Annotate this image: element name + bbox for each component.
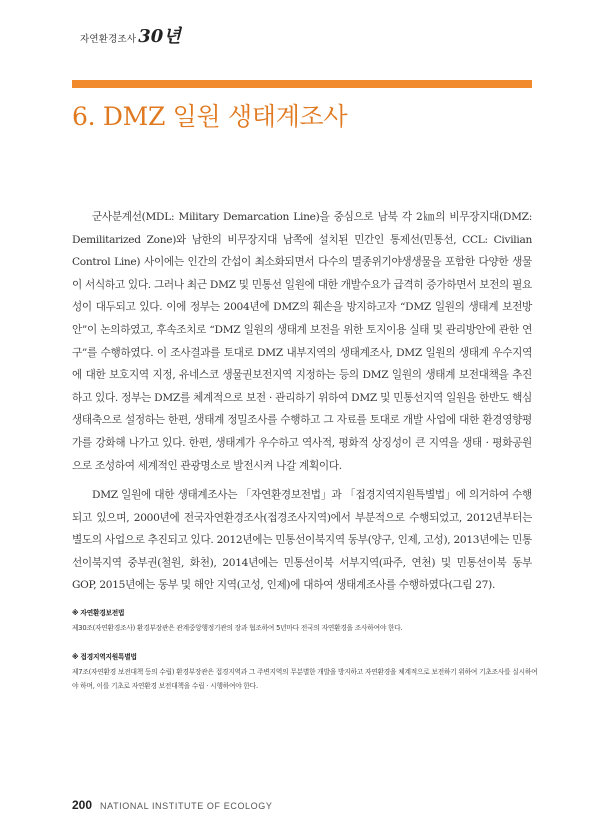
footnote-title: ※ 자연환경보전법 <box>72 609 125 617</box>
running-header <box>80 28 181 46</box>
footnote-nature-conservation-act <box>72 606 542 635</box>
footnote-body: 제30조(자연환경조사) 환경부장관은 관계중앙행정기관의 장과 협조하여 5년마다 전국의 자연환경을 조사하여야 한다. <box>72 623 403 632</box>
footnote-border-area-act <box>72 650 542 694</box>
body-paragraph-2: DMZ 일원에 대한 생태계조사는 「자연환경보전법」과 「접경지역지원특별법」에 의거하여 수행되고 있으며, 2000년에 전국자연환경조사(접경조사지역)에서 부분적으로 수행되었고, 2012년부터는 별도의 사업으로 추진되고 있다. 2012년에는 민통선이북지역 동부(양구, 인제, 고성), 2013년에는 민통선이북지역 중부권(철원, 화천), 2014년에는 민통선이북 서부지역(파주, 연천) 및 민통선이북 동부 GOP, 2015년에는 동부 및 해안 지역(고성, 인제)에 대하여 생태계조사를 수행하였다(그림 27). <box>72 489 532 592</box>
footnote-body: 제7조(자연환경 보전대책 등의 수립) 환경부장관은 접경지역과 그 주변지역의 무분별한 개발을 방지하고 자연환경을 체계적으로 보전하기 위하여 기초조사를 실시하여야 하며, 이를 기초로 자연환경 보전대책을 수립 · 시행하여야 한다. <box>72 667 538 690</box>
thirty-years-emblem: 30년 <box>138 26 181 47</box>
section-title: 6. DMZ 일원 생태계조사 <box>72 102 348 131</box>
page-number: 200 <box>72 798 93 812</box>
header-label: 자연환경조사 <box>80 34 137 45</box>
footnote-title: ※ 접경지역지원특별법 <box>72 653 137 661</box>
institute-name: NATIONAL INSTITUTE OF ECOLOGY <box>100 801 273 811</box>
body-paragraph-1: 군사분계선(MDL: Military Demarcation Line)을 중심으로 남북 각 2㎞의 비무장지대(DMZ: Demilitarized Zone)와 남한의 비무장지대 남쪽에 설치된 민간인 통제선(민통선, CCL: Civilian Control Line) 사이에는 인간의 간섭이 최소화되면서 다수의 멸종위기야생생물을 포함한 다양한 생물이 서식하고 있다. 그러나 최근 DMZ 및 민통선 일원에 대한 개발수요가 급격히 증가하면서 보전의 필요성이 대두되고 있다. 이에 정부는 2004년에 DMZ의 훼손을 방지하고자 “DMZ 일원의 생태계 보전방안”이 논의하였고, 후속조치로 “DMZ 일원의 생태계 보전을 위한 토지이용 실태 및 관리방안에 관한 연구”를 수행하였다. 이 조사결과를 토대로 DMZ 내부지역의 생태계조사, DMZ 일원의 생태계 우수지역에 대한 보호지역 지정, 유네스코 생물권보전지역 지정하는 등의 DMZ 일원의 생태계 보전대책을 추진하고 있다. 정부는 DMZ를 체계적으로 보전 · 관리하기 위하여 DMZ 및 민통선지역 일원을 한반도 핵심 생태축으로 설정하는 한편, 생태계 정밀조사를 수행하고 그 자료를 토대로 개발 사업에 대한 환경영향평가를 강화해 나가고 있다. 한편, 생태계가 우수하고 역사적, 평화적 상징성이 큰 지역을 생태 · 평화공원으로 조성하여 세계적인 관광명소로 발전시켜 나갈 계획이다. <box>72 211 532 472</box>
section-accent-bar <box>72 80 532 88</box>
page-footer <box>72 798 272 812</box>
